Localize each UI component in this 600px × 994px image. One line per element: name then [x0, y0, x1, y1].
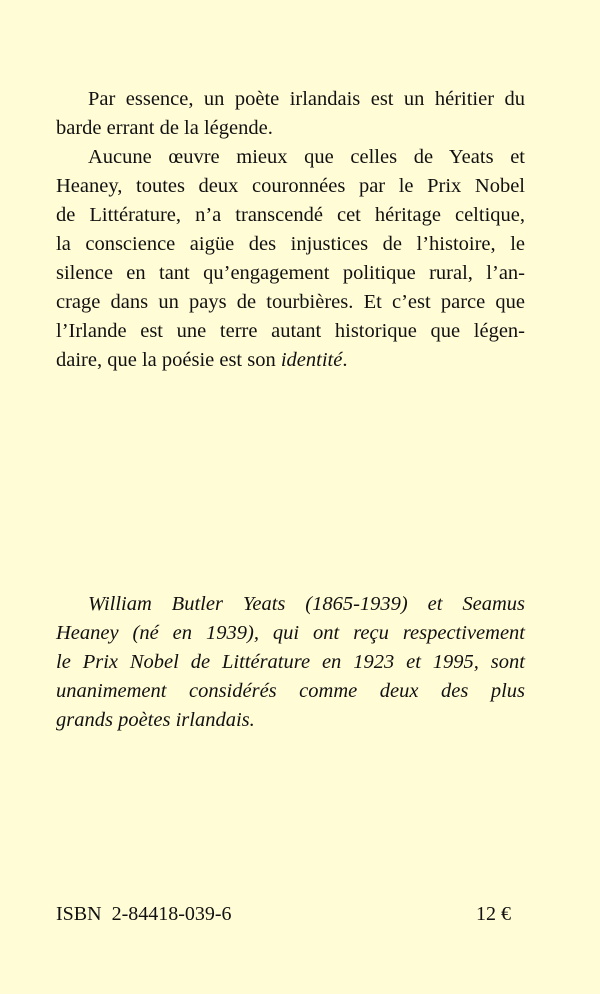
intro-p2-line-8-start: daire, que la poésie est son [56, 349, 281, 371]
intro-paragraph-2 [56, 143, 525, 375]
intro-p2-line-1: Aucune œuvre mieux que celles de Yeats et [88, 146, 525, 168]
intro-p2-line-3: de Littérature, n’a transcendé cet héritage celtique, [56, 204, 525, 226]
bio-line-5: grands poètes irlandais. [56, 709, 255, 731]
bio-line-2: Heaney (né en 1939), qui ont reçu respectivement [56, 622, 525, 644]
intro-p1-line-2: barde errant de la légende. [56, 117, 273, 139]
intro-p2-line-6: crage dans un pays de tourbières. Et c’est parce que [56, 291, 525, 313]
intro-p2-line-7: l’Irlande est une terre autant historique que légen- [56, 320, 525, 342]
bio-line-4: unanimement considérés comme deux des plus [56, 680, 525, 702]
intro-p2-line-2: Heaney, toutes deux couronnées par le Prix Nobel [56, 175, 525, 197]
bio-paragraph [56, 590, 525, 735]
intro-p1-line-1: Par essence, un poète irlandais est un héritier du [88, 88, 525, 110]
intro-p2-line-5: silence en tant qu’engagement politique rural, l’an- [56, 262, 525, 284]
intro-p2-line-8-end: . [342, 349, 348, 371]
isbn-number: ISBN 2-84418-039-6 [56, 903, 232, 925]
intro-text [56, 85, 525, 375]
identite-emphasis: identité [280, 349, 343, 371]
intro-p2-line-8 [56, 346, 525, 375]
price: 12 € [476, 903, 511, 925]
intro-paragraph-1 [56, 85, 525, 143]
author-bio [56, 590, 525, 735]
bio-line-3: le Prix Nobel de Littérature en 1923 et 1995, sont [56, 651, 525, 673]
footer [56, 900, 511, 928]
intro-p2-line-4: la conscience aigüe des injustices de l’histoire, le [56, 233, 525, 255]
bio-line-1: William Butler Yeats (1865-1939) et Seamus [88, 593, 525, 615]
